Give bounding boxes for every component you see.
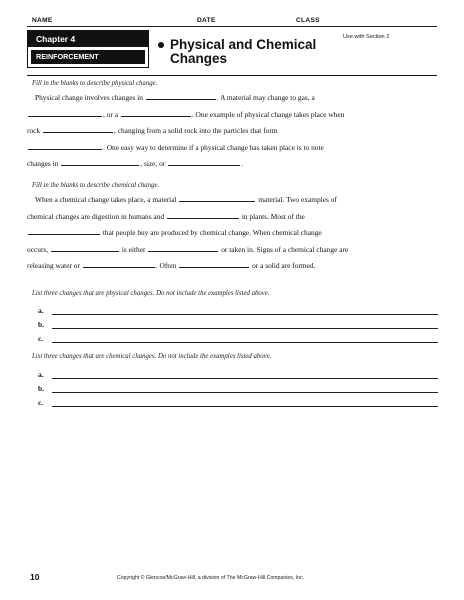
name-label: NAME <box>32 17 53 24</box>
chapter-label: Chapter 4 <box>28 31 148 47</box>
blank-input[interactable] <box>51 243 119 252</box>
section1-instruction: Fill in the blanks to describe physical change. <box>32 80 158 87</box>
answer-line[interactable] <box>52 392 438 393</box>
answer-line[interactable] <box>52 406 438 407</box>
use-with-note: Use with Section 2 <box>343 34 390 40</box>
title-bullet-icon <box>158 42 164 48</box>
list-item[interactable]: a. <box>38 306 438 316</box>
header-rule <box>27 26 437 27</box>
section1-paragraph: Physical change involves changes in . A material may change to gas, a , or a . One example of physical change takes place when rock , changing from a solid rock into the particles that form . One easy way to determine if a physical change has taken place is to note changes in , size, or . <box>27 93 345 169</box>
page-title <box>170 38 316 66</box>
answer-line[interactable] <box>52 314 438 315</box>
copyright-text: Copyright © Glencoe/McGraw-Hill, a division of The McGraw-Hill Companies, Inc. <box>117 575 305 581</box>
page-number: 10 <box>30 572 40 582</box>
section4-instruction: List three changes that are chemical changes. Do not include the examples listed above. <box>32 353 272 360</box>
blank-input[interactable] <box>28 141 102 150</box>
blank-input[interactable] <box>43 124 113 133</box>
blank-input[interactable] <box>146 91 216 100</box>
blank-input[interactable] <box>28 108 102 117</box>
blank-input[interactable] <box>148 243 218 252</box>
list-item[interactable]: c. <box>38 398 438 408</box>
answer-line[interactable] <box>52 342 438 343</box>
blank-input[interactable] <box>179 259 249 268</box>
blank-input[interactable] <box>83 259 155 268</box>
blank-input[interactable] <box>61 157 139 166</box>
list-item[interactable]: c. <box>38 334 438 344</box>
blank-input[interactable] <box>121 108 191 117</box>
blank-input[interactable] <box>168 157 240 166</box>
list-item[interactable]: a. <box>38 370 438 380</box>
blank-input[interactable] <box>28 226 100 235</box>
title-line-2: Changes <box>170 51 228 66</box>
class-label: CLASS <box>296 17 320 24</box>
section-tag: REINFORCEMENT <box>31 50 145 64</box>
blank-input[interactable] <box>167 210 239 219</box>
section2-paragraph: When a chemical change takes place, a material material. Two examples of chemical changes are digestion in humans and in plants. Most of the that people buy are produced by chemical change. When chemical change occurs, is either or taken in. Signs of a chemical change are releasing water or . Often or a solid are formed. <box>27 195 349 271</box>
section3-instruction: List three changes that are physical changes. Do not include the examples listed above. <box>32 290 270 297</box>
answer-line[interactable] <box>52 378 438 379</box>
list-item[interactable]: b. <box>38 384 438 394</box>
answer-line[interactable] <box>52 328 438 329</box>
section2-instruction: Fill in the blanks to describe chemical change. <box>32 182 160 189</box>
title-line-1: Physical and Chemical <box>170 37 317 52</box>
blank-input[interactable] <box>179 193 255 202</box>
list-item[interactable]: b. <box>38 320 438 330</box>
title-rule <box>27 75 437 76</box>
date-label: DATE <box>197 17 216 24</box>
chapter-box <box>27 30 149 68</box>
